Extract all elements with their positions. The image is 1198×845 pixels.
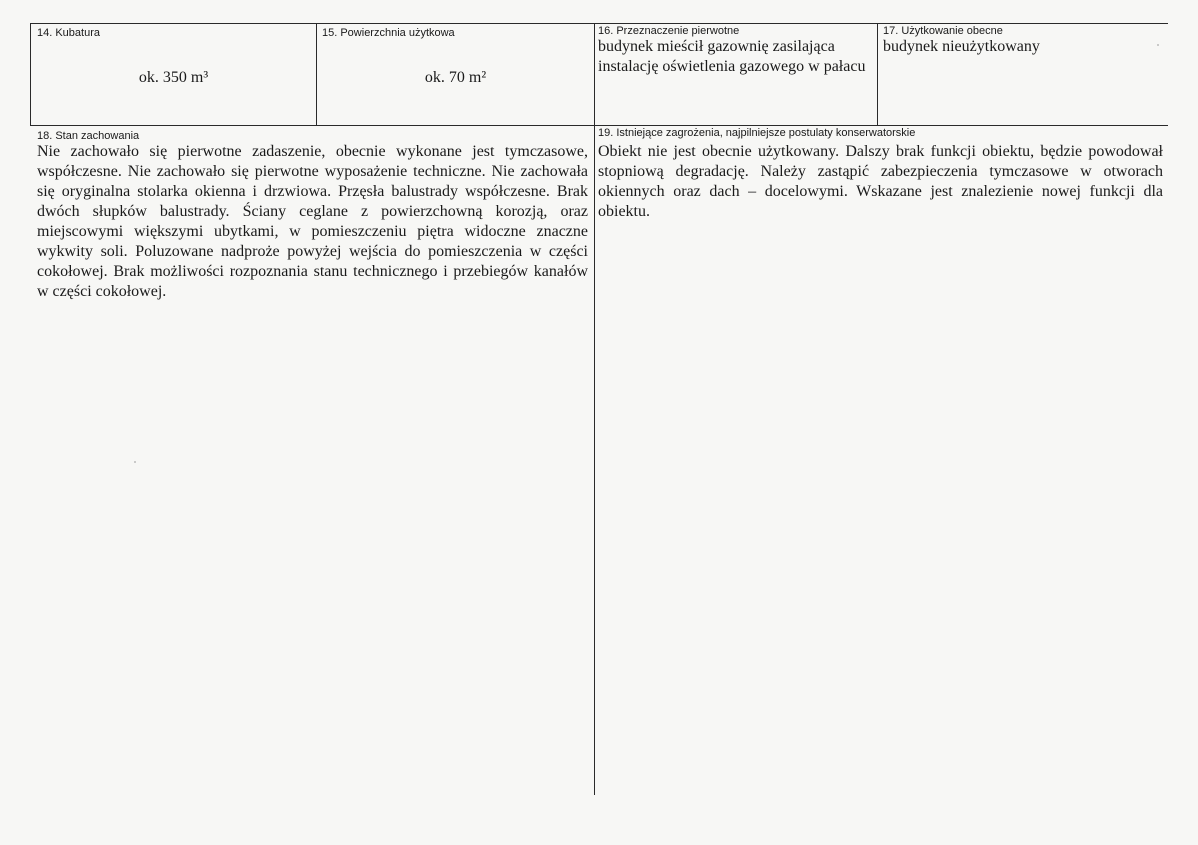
scan-speck [134, 461, 136, 463]
zagrozenia-value: Obiekt nie jest obecnie użytkowany. Dalszy brak funkcji obiektu, będzie powodował stopniową degradację. Należy zastąpić zabezpieczenia tymczasowe w otworach okiennych oraz dach – docelowymi. Wskazane jest znalezienie nowej funkcji dla obiektu. [598, 143, 1163, 220]
powierzchnia-value: ok. 70 m² [424, 69, 487, 86]
scan-speck [1157, 44, 1159, 46]
uzytkowanie-value: budynek nieużytkowany [883, 38, 1040, 55]
powierzchnia-label: 15. Powierzchnia użytkowa [322, 27, 455, 39]
row-divider [30, 125, 1168, 126]
stan-label: 18. Stan zachowania [37, 130, 140, 142]
przeznaczenie-value: budynek mieścił gazownię zasilająca instalację oświetlenia gazowego w pałacu [598, 38, 866, 75]
stan-value: Nie zachowało się pierwotne zadaszenie, obecnie wykonane jest tymczasowe, współczesne. Nie zachowało się pierwotne wyposażenie techniczne. Nie zachowała się oryginalna stolarka okienna i drzwiowa. Przęsła balustrady współczesne. Brak dwóch słupków balustrady. Ściany ceglane z powierzchowną korozją, oraz miejscowymi większymi ubytkami, w pomieszczeniu piętra widoczne znaczne wykwity soli. Poluzowane nadproże powyżej wejścia do pomieszczenia w części cokołowej. Brak możliwości rozpoznania stanu technicznego i przebiegów kanałów w części cokołowej. [37, 143, 588, 300]
przeznaczenie-label: 16. Przeznaczenie pierwotne [598, 25, 740, 37]
col-divider-2 [594, 23, 595, 795]
uzytkowanie-label: 17. Użytkowanie obecne [883, 25, 1003, 37]
kubatura-value: ok. 350 m³ [138, 69, 209, 86]
col-divider-3 [877, 23, 878, 126]
top-border [30, 23, 1168, 24]
zagrozenia-label: 19. Istniejące zagrożenia, najpilniejsze postulaty konserwatorskie [598, 127, 916, 139]
kubatura-label: 14. Kubatura [37, 27, 100, 39]
